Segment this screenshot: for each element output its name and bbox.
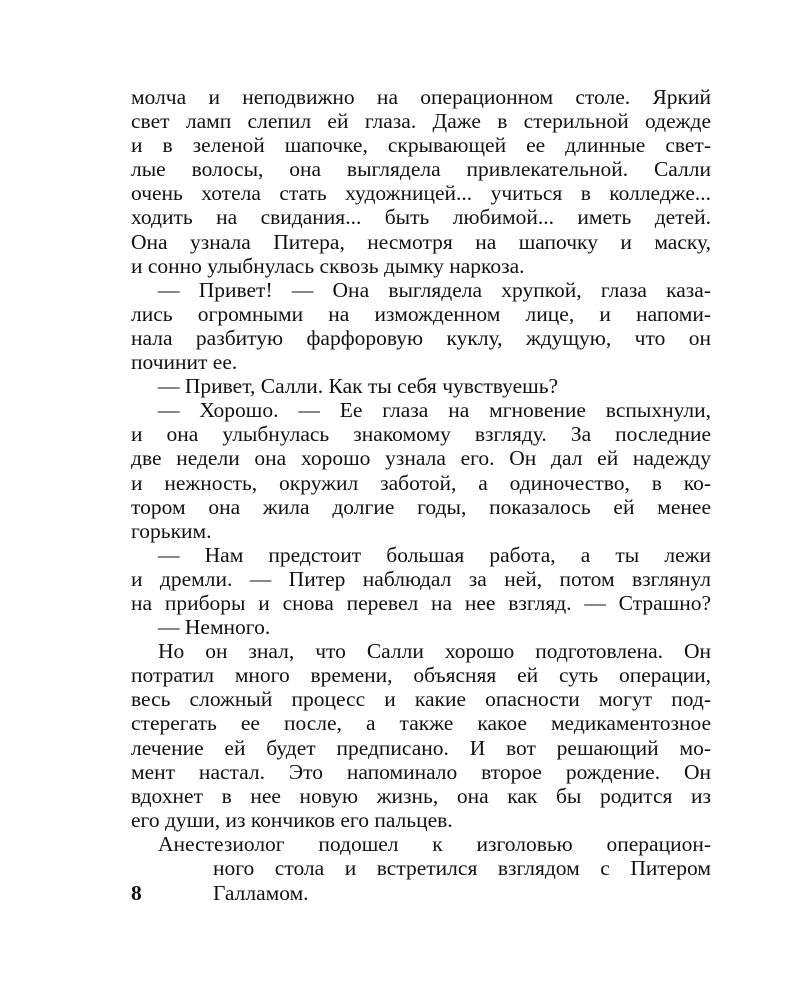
text-line: нала разбитую фарфоровую куклу, ждущую, что он (131, 325, 711, 350)
text-line: лись огромными на изможденном лице, и напоми- (131, 301, 711, 326)
text-line: на приборы и снова перевел на нее взгляд. — Страшно? (131, 590, 711, 615)
text-line: очень хотела стать художницей... учиться в колледже... (131, 181, 711, 206)
text-line: лечение ей будет предписано. И вот решающий мо- (131, 735, 711, 760)
text-line: свет ламп слепил ей глаза. Даже в стерильной одежде (131, 109, 711, 134)
dialogue-line: — Привет! — Она выглядела хрупкой, глаза каза- (158, 277, 711, 302)
text-line: ного стола и встретился взглядом с Питером (213, 856, 711, 880)
text-line: две недели она хорошо узнала его. Он дал ей надежду (131, 446, 711, 471)
text-line: Галламом. (213, 881, 309, 905)
text-line: и в зеленой шапочке, скрывающей ее длинные свет- (131, 133, 711, 158)
page-footer (131, 881, 711, 907)
text-line: стерегать ее после, а также какое медикаментозное (131, 711, 711, 736)
page-number: 8 (131, 881, 142, 905)
text-line: и она улыбнулась знакомому взгляду. За последние (131, 422, 711, 447)
text-line: и сонно улыбнулась сквозь дымку наркоза. (131, 253, 525, 278)
text-line: мент настал. Это напоминало второе рождение. Он (131, 759, 711, 784)
text-line: потратил много времени, объясняя ей суть операции, (131, 663, 711, 688)
dialogue-line: — Привет, Салли. Как ты себя чувствуешь? (158, 374, 559, 399)
text-line: весь сложный процесс и какие опасности могут под- (131, 687, 711, 712)
paragraph-line: Анестезиолог подошел к изголовью операцион- (158, 831, 711, 856)
dialogue-line: — Нам предстоит большая работа, а ты лежи (158, 542, 711, 567)
dialogue-line: — Немного. (158, 615, 271, 640)
body-text (131, 85, 711, 880)
text-line: ходить на свидания... быть любимой... иметь детей. (131, 205, 711, 230)
text-line: вдохнет в нее новую жизнь, она как бы родится из (131, 783, 711, 808)
text-line: горьким. (131, 518, 212, 543)
text-line: молча и неподвижно на операционном столе. Яркий (131, 85, 711, 109)
text-line: его души, из кончиков его пальцев. (131, 807, 453, 832)
paragraph-line: Но он знал, что Салли хорошо подготовлена. Он (158, 639, 711, 664)
text-line: и дремли. — Питер наблюдал за ней, потом взглянул (131, 566, 711, 591)
text-line: лые волосы, она выглядела привлекательной. Салли (131, 157, 711, 182)
text-line: починит ее. (131, 350, 238, 375)
text-line: и нежность, окружил заботой, а одиночество, в ко- (131, 470, 711, 495)
dialogue-line: — Хорошо. — Ее глаза на мгновение вспыхнули, (158, 398, 711, 423)
text-line: Она узнала Питера, несмотря на шапочку и маску, (131, 229, 711, 254)
text-line: тором она жила долгие годы, показалось ей менее (131, 494, 711, 519)
